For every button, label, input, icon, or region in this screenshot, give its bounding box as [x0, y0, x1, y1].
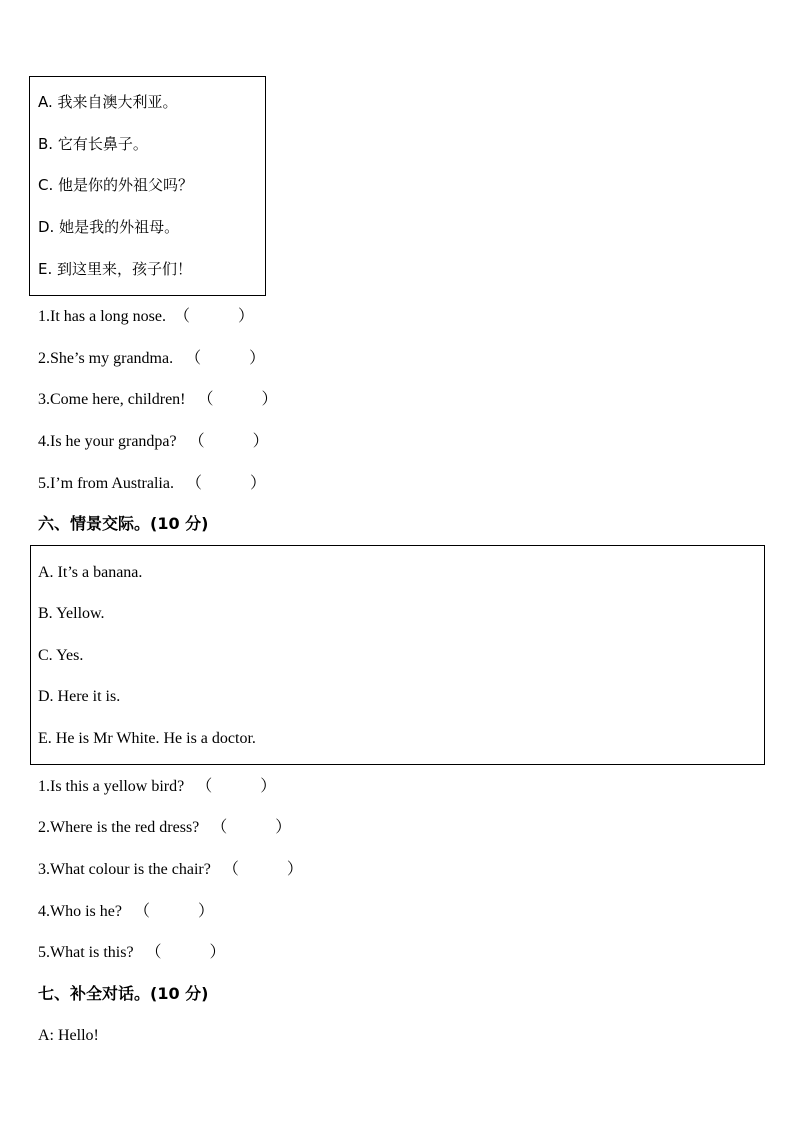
option-a-chinese: A. 我来自澳大利亚。: [38, 93, 178, 111]
section-6-question-3: 3.What colour is the chair? （ ）: [38, 861, 303, 878]
section-6-question-4: 4.Who is he? （ ）: [38, 903, 214, 920]
question-1: 1.It has a long nose. （ ）: [38, 308, 254, 325]
option-d-english: D. Here it is.: [38, 688, 121, 705]
option-c-english: C. Yes.: [38, 647, 84, 664]
section-6-question-5: 5.What is this? （ ）: [38, 944, 226, 961]
option-e-english: E. He is Mr White. He is a doctor.: [38, 730, 256, 747]
question-4: 4.Is he your grandpa? （ ）: [38, 433, 269, 450]
dialogue-line-1: A: Hello!: [38, 1027, 99, 1044]
option-b-english: B. Yellow.: [38, 605, 105, 622]
section-6-question-2: 2.Where is the red dress? （ ）: [38, 819, 292, 836]
section-7-heading: 七、补全对话。(10 分): [38, 984, 209, 1003]
section-6-heading: 六、情景交际。(10 分): [38, 514, 209, 533]
question-5: 5.I’m from Australia. （ ）: [38, 475, 266, 492]
option-e-chinese: E. 到这里来，孩子们！: [38, 260, 193, 278]
question-2: 2.She’s my grandma. （ ）: [38, 350, 266, 367]
option-b-chinese: B. 它有长鼻子。: [38, 135, 148, 153]
option-c-chinese: C. 他是你的外祖父吗？: [38, 176, 194, 194]
question-3: 3.Come here, children! （ ）: [38, 391, 278, 408]
section-6-question-1: 1.Is this a yellow bird? （ ）: [38, 778, 277, 795]
option-a-english: A. It’s a banana.: [38, 564, 143, 581]
option-d-chinese: D. 她是我的外祖母。: [38, 218, 180, 236]
